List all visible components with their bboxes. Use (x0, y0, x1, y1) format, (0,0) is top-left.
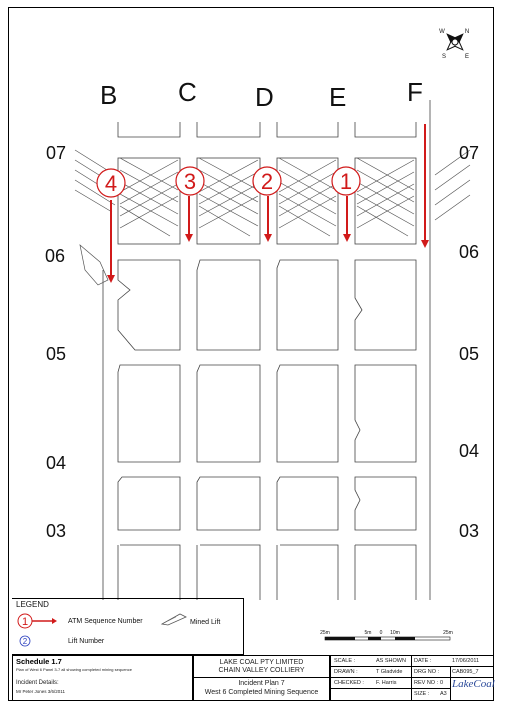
size-value: A3 (440, 691, 447, 697)
legend-atm-label: ATM Sequence Number (68, 618, 143, 625)
row-label-right: 05 (459, 344, 480, 364)
date-label: DATE : (414, 658, 432, 664)
incident-by: Mr Peter Jones 3/6/2011 (16, 689, 65, 694)
scale-label: 25m (320, 630, 330, 636)
sequence-4: 4 (104, 171, 118, 196)
compass-s: S (441, 54, 447, 60)
row-label-left: 04 (46, 453, 67, 473)
scale-label: 5m (364, 630, 372, 636)
legend-seq-icon (16, 612, 66, 648)
sequence-2: 2 (260, 169, 274, 194)
plan-title: Incident Plan 7 (238, 680, 285, 687)
row-label-left: 07 (46, 143, 67, 163)
compass-w: W (439, 29, 445, 35)
rev-label: REV NO : (414, 680, 439, 686)
column-label: E (329, 82, 347, 112)
row-label-left: 05 (46, 344, 67, 364)
date-value: 17/06/2011 (452, 658, 480, 664)
sequence-1: 1 (339, 169, 353, 194)
drawn-label: DRAWN : (334, 669, 358, 675)
row-label-left: 03 (46, 521, 67, 541)
checked-label: CHECKED : (334, 680, 364, 686)
scale-value: AS SHOWN (376, 658, 406, 664)
checked-value: F. Harris (376, 680, 397, 686)
plan-subtitle: West 6 Completed Mining Sequence (204, 689, 319, 696)
company-name: LAKE COAL PTY LIMITED (219, 659, 304, 666)
row-label-right: 04 (459, 441, 480, 461)
scale-label: 0 (379, 630, 383, 636)
tb-vline (450, 666, 451, 701)
drawn-value: T Gladvide (376, 669, 403, 675)
tb-line (330, 666, 494, 667)
legend-mined-lift-label: Mined Lift (190, 619, 221, 626)
dwg-value: CAB095_7 (452, 669, 479, 675)
column-label: C (178, 77, 197, 107)
scale-label: 10m (390, 630, 400, 636)
compass-icon (439, 26, 470, 60)
size-label: SIZE : (414, 691, 430, 697)
compass-n: N (464, 29, 470, 35)
compass-e: E (464, 54, 470, 60)
scale-label: SCALE : (334, 658, 356, 664)
column-label: F (407, 77, 423, 107)
column-label: D (255, 82, 274, 112)
center-divider (193, 677, 330, 678)
row-label-right: 07 (459, 143, 480, 163)
dwg-label: DRG NO : (414, 669, 440, 675)
incident-details: Incident Details: (16, 680, 59, 686)
schedule-desc: Plan of West 6 Panel 3-7 all showing completed mining sequence (16, 667, 132, 672)
sequence-3: 3 (183, 169, 197, 194)
legend-title: LEGEND (16, 600, 49, 609)
mined-lift-icon (160, 612, 188, 626)
row-label-right: 06 (459, 242, 480, 262)
tb-line (330, 688, 450, 689)
schedule-title: Schedule 1.7 (16, 657, 62, 666)
row-label-right: 03 (459, 521, 480, 541)
column-label: B (100, 80, 118, 110)
scale-bar (320, 625, 460, 645)
legend-lift-label: Lift Number (68, 638, 105, 645)
tb-vline (411, 655, 412, 701)
row-label-left: 06 (45, 246, 66, 266)
colliery-name: CHAIN VALLEY COLLIERY (218, 667, 305, 674)
lakecoal-logo: LakeCoal (452, 678, 495, 690)
legend-seq-number: 1 (21, 616, 29, 628)
legend-lift-number: 2 (22, 637, 28, 646)
rev-value: 0 (440, 680, 444, 686)
scale-label: 25m (443, 630, 453, 636)
